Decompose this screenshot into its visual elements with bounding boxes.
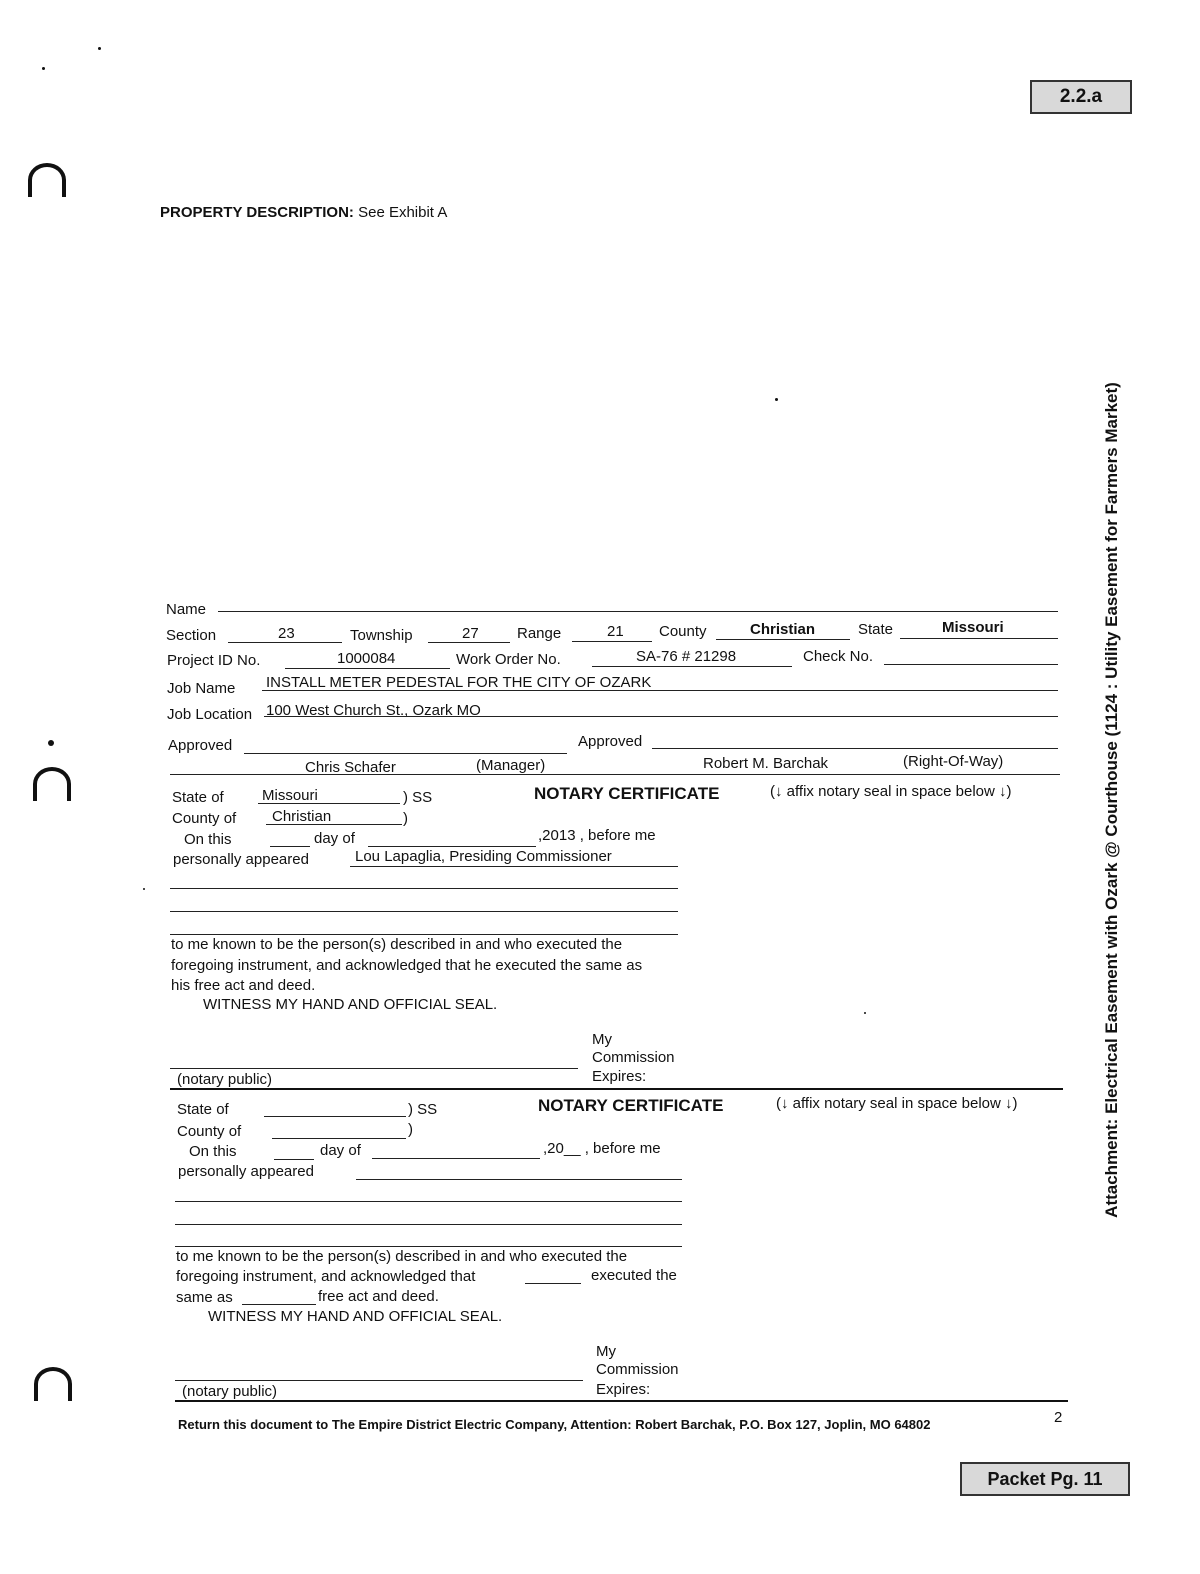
punch-hole-bottom bbox=[34, 1367, 72, 1401]
property-description bbox=[160, 204, 447, 221]
notary1-month-line bbox=[368, 846, 536, 847]
range-label: Range bbox=[517, 625, 562, 642]
project-id-line bbox=[285, 668, 450, 669]
notary2-blank-line-3 bbox=[175, 1246, 682, 1247]
info-block-bottom-rule bbox=[170, 774, 1060, 775]
notary2-witness: WITNESS MY HAND AND OFFICIAL SEAL. bbox=[208, 1308, 503, 1325]
approved-line-1 bbox=[244, 753, 567, 754]
speck bbox=[98, 47, 101, 50]
job-name-value: INSTALL METER PEDESTAL FOR THE CITY OF OZARK bbox=[266, 674, 652, 691]
notary2-state-label: State of bbox=[177, 1101, 229, 1118]
speck bbox=[775, 398, 778, 401]
notary2-signature-line bbox=[175, 1380, 583, 1381]
state-value: Missouri bbox=[942, 619, 1004, 636]
state-line bbox=[900, 638, 1058, 639]
attachment-side-text: Attachment: Electrical Easement with Ozark @ Courthouse (1124 : Utility Easement for Farmers Market) bbox=[1102, 382, 1121, 1218]
speck bbox=[42, 67, 45, 70]
notary2-blank-line-2 bbox=[175, 1224, 682, 1225]
work-order-value: SA-76 # 21298 bbox=[636, 648, 737, 665]
range-line bbox=[572, 641, 652, 642]
county-line bbox=[716, 639, 850, 640]
notary1-day-of: day of bbox=[314, 830, 355, 847]
job-location-line bbox=[264, 716, 1058, 717]
notary1-personally-appeared: personally appeared bbox=[173, 851, 309, 868]
project-id-label: Project ID No. bbox=[167, 652, 261, 669]
approver1-name: Chris Schafer bbox=[305, 759, 396, 776]
notary1-expires: Expires: bbox=[592, 1068, 647, 1085]
page-stamp-top: 2.2.a bbox=[1030, 80, 1132, 114]
notary1-county-value: Christian bbox=[272, 808, 332, 825]
approved-label-2: Approved bbox=[578, 733, 643, 750]
job-location-label: Job Location bbox=[167, 706, 253, 723]
notary1-appeared-value: Lou Lapaglia, Presiding Commissioner bbox=[355, 848, 612, 865]
notary1-county-paren: ) bbox=[403, 810, 408, 827]
county-label: County bbox=[659, 623, 707, 640]
notary2-day-line bbox=[274, 1159, 314, 1160]
notary2-county-paren: ) bbox=[408, 1121, 413, 1138]
notary1-signature-line bbox=[170, 1068, 578, 1069]
project-id-value: 1000084 bbox=[337, 650, 396, 667]
notary1-notary-public: (notary public) bbox=[177, 1071, 273, 1088]
notary2-seal-note: (↓ affix notary seal in space below ↓) bbox=[776, 1095, 1018, 1112]
township-label: Township bbox=[350, 627, 413, 644]
job-name-line bbox=[262, 690, 1058, 691]
notary1-blank-line-3 bbox=[170, 934, 678, 935]
speck bbox=[48, 740, 54, 746]
notary2-commission: Commission bbox=[596, 1361, 679, 1378]
property-description-label: PROPERTY DESCRIPTION: bbox=[160, 204, 354, 221]
section-line bbox=[228, 642, 342, 643]
notary1-blank-line-2 bbox=[170, 911, 678, 912]
notary1-commission: Commission bbox=[592, 1049, 675, 1066]
punch-hole-middle bbox=[33, 767, 71, 801]
notary2-state-line bbox=[264, 1116, 406, 1117]
work-order-line bbox=[592, 666, 792, 667]
notary2-body-line1: to me known to be the person(s) described in and who executed the bbox=[176, 1248, 628, 1265]
check-no-label: Check No. bbox=[803, 648, 874, 665]
notary1-state-value: Missouri bbox=[262, 787, 318, 804]
state-label: State bbox=[858, 621, 894, 638]
notary1-blank-line-1 bbox=[170, 888, 678, 889]
notary1-year-text: ,2013 , before me bbox=[538, 827, 656, 844]
notary1-county-label: County of bbox=[172, 810, 237, 827]
notary2-possessive-line bbox=[242, 1304, 316, 1305]
notary2-appeared-line bbox=[356, 1179, 682, 1180]
notary2-my: My bbox=[596, 1343, 616, 1360]
approved-line-2 bbox=[652, 748, 1058, 749]
notary1-state-label: State of bbox=[172, 789, 224, 806]
approver1-role: (Manager) bbox=[476, 757, 546, 774]
approved-label-1: Approved bbox=[168, 737, 233, 754]
notary2-personally-appeared: personally appeared bbox=[178, 1163, 314, 1180]
speck bbox=[143, 888, 145, 890]
notary2-ss: ) SS bbox=[408, 1101, 438, 1118]
notary2-month-line bbox=[372, 1158, 540, 1159]
notary1-state-line bbox=[258, 803, 400, 804]
notary2-county-line bbox=[272, 1138, 406, 1139]
notary1-day-line bbox=[270, 846, 310, 847]
notary1-my: My bbox=[592, 1031, 612, 1048]
notary1-seal-note: (↓ affix notary seal in space below ↓) bbox=[770, 783, 1012, 800]
notary1-body-line1: to me known to be the person(s) described in and who executed the bbox=[171, 936, 623, 953]
notary2-expires: Expires: bbox=[596, 1381, 651, 1398]
township-value: 27 bbox=[462, 625, 479, 642]
notary1-bottom-rule bbox=[170, 1088, 1063, 1090]
notary1-appeared-line bbox=[350, 866, 678, 867]
notary1-county-line bbox=[266, 824, 402, 825]
township-line bbox=[428, 642, 510, 643]
notary2-title: NOTARY CERTIFICATE bbox=[538, 1096, 724, 1115]
approver2-name: Robert M. Barchak bbox=[703, 755, 829, 772]
notary2-body-line2b: executed the bbox=[591, 1267, 677, 1284]
notary2-bottom-rule bbox=[175, 1400, 1068, 1402]
punch-hole-top bbox=[28, 163, 66, 197]
job-name-label: Job Name bbox=[167, 680, 236, 697]
notary1-witness: WITNESS MY HAND AND OFFICIAL SEAL. bbox=[203, 996, 498, 1013]
name-line bbox=[218, 611, 1058, 612]
return-instructions: Return this document to The Empire District Electric Company, Attention: Robert Barchak, P.O. Box 127, Joplin, MO 64802 bbox=[178, 1417, 931, 1432]
name-label: Name bbox=[166, 601, 207, 618]
notary2-body-line2a: foregoing instrument, and acknowledged that bbox=[176, 1268, 476, 1285]
notary1-body-line2: foregoing instrument, and acknowledged that he executed the same as bbox=[171, 957, 643, 974]
page-number: 2 bbox=[1054, 1409, 1063, 1426]
notary2-blank-line-1 bbox=[175, 1201, 682, 1202]
job-location-value: 100 West Church St., Ozark MO bbox=[266, 702, 481, 719]
notary2-year-text: ,20__ , before me bbox=[543, 1140, 661, 1157]
section-value: 23 bbox=[278, 625, 295, 642]
notary2-on-this: On this bbox=[189, 1143, 237, 1160]
work-order-label: Work Order No. bbox=[456, 651, 561, 668]
packet-page-stamp: Packet Pg. 11 bbox=[960, 1462, 1130, 1496]
section-label: Section bbox=[166, 627, 217, 644]
notary1-ss: ) SS bbox=[403, 789, 433, 806]
notary2-body-line3b: free act and deed. bbox=[318, 1288, 439, 1305]
check-no-line bbox=[884, 664, 1058, 665]
notary1-on-this: On this bbox=[184, 831, 232, 848]
range-value: 21 bbox=[607, 623, 624, 640]
notary2-day-of: day of bbox=[320, 1142, 361, 1159]
notary1-body-line3: his free act and deed. bbox=[171, 977, 316, 994]
notary2-county-label: County of bbox=[177, 1123, 242, 1140]
notary2-pronoun-line bbox=[525, 1283, 581, 1284]
property-description-value: See Exhibit A bbox=[358, 204, 448, 221]
approver2-role: (Right-Of-Way) bbox=[903, 753, 1004, 770]
county-value: Christian bbox=[750, 621, 816, 638]
notary2-notary-public: (notary public) bbox=[182, 1383, 278, 1400]
notary2-body-line3a: same as bbox=[176, 1289, 233, 1306]
speck bbox=[864, 1012, 866, 1014]
notary1-title: NOTARY CERTIFICATE bbox=[534, 784, 720, 803]
